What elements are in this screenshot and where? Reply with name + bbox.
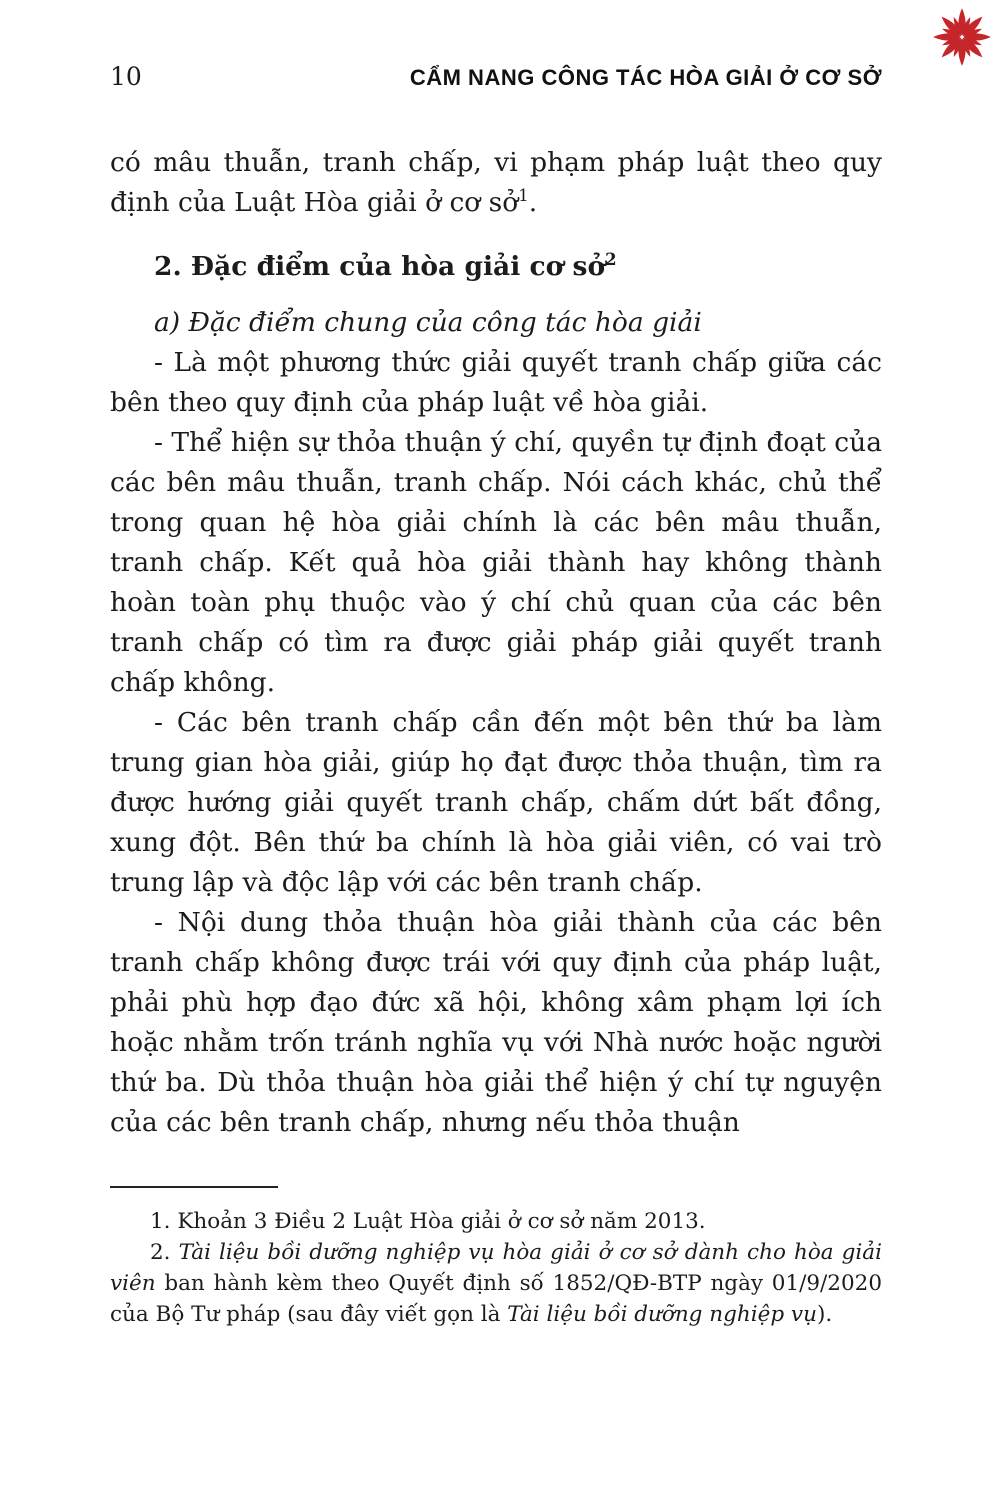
running-header bbox=[110, 62, 882, 91]
page-number: 10 bbox=[110, 62, 142, 91]
paragraph-intro-text: có mâu thuẫn, tranh chấp, vi phạm pháp luật theo quy định của Luật Hòa giải ở cơ sở bbox=[110, 147, 882, 218]
footnote-2 bbox=[110, 1237, 882, 1330]
sub-heading: a) Đặc điểm chung của công tác hòa giải bbox=[154, 307, 702, 338]
paragraph-intro-tail: . bbox=[528, 187, 538, 218]
body-text bbox=[110, 143, 882, 1143]
footnote-2-text: ban hành kèm theo Quyết định số 1852/QĐ-BTP ngày 01/9/2020 của Bộ Tư pháp (sau đây viết gọn là bbox=[110, 1271, 882, 1327]
paragraph-intro bbox=[110, 143, 882, 223]
paragraph-1: - Là một phương thức giải quyết tranh chấp giữa các bên theo quy định của pháp luật về hòa giải. bbox=[110, 347, 882, 418]
publisher-logo bbox=[932, 6, 992, 68]
footnote-2-shortname-italic: Tài liệu bồi dưỡng nghiệp vụ bbox=[507, 1302, 817, 1327]
footnote-ref-1: 1 bbox=[518, 186, 529, 206]
footnotes bbox=[110, 1206, 882, 1330]
section-heading bbox=[110, 247, 882, 287]
footnote-block bbox=[110, 1186, 882, 1330]
text-column bbox=[110, 0, 882, 1143]
footnote-ref-2: 2 bbox=[605, 250, 617, 270]
footnote-2-title-italic: Tài liệu bồi dưỡng nghiệp vụ hòa giải ở cơ sở dành cho hòa giải viên bbox=[110, 1240, 882, 1296]
footnote-1: 1. Khoản 3 Điều 2 Luật Hòa giải ở cơ sở năm 2013. bbox=[150, 1209, 706, 1234]
paragraph-4: - Nội dung thỏa thuận hòa giải thành của các bên tranh chấp không được trái với quy định của pháp luật, phải phù hợp đạo đức xã hội, không xâm phạm lợi ích hoặc nhằm trốn tránh nghĩa vụ với Nhà nước hoặc người thứ ba. Dù thỏa thuận hòa giải thể hiện ý chí tự nguyện của các bên tranh chấp, nhưng nếu thỏa thuận bbox=[110, 907, 882, 1138]
footnote-2-number: 2. bbox=[150, 1240, 179, 1265]
section-heading-text: 2. Đặc điểm của hòa giải cơ sở bbox=[154, 251, 606, 282]
footnote-separator-rule bbox=[110, 1186, 278, 1188]
footnote-2-tail: ). bbox=[816, 1302, 833, 1327]
paragraph-2: - Thể hiện sự thỏa thuận ý chí, quyền tự định đoạt của các bên mâu thuẫn, tranh chấp. Nói cách khác, chủ thể trong quan hệ hòa giải chính là các bên mâu thuẫn, tranh chấp. Kết quả hòa giải thành hay không thành hoàn toàn phụ thuộc vào ý chí chủ quan của các bên tranh chấp có tìm ra được giải pháp giải quyết tranh chấp không. bbox=[110, 427, 882, 698]
header-title: CẨM NANG CÔNG TÁC HÒA GIẢI Ở CƠ SỞ bbox=[409, 65, 882, 90]
paragraph-3: - Các bên tranh chấp cần đến một bên thứ ba làm trung gian hòa giải, giúp họ đạt được thỏa thuận, tìm ra được hướng giải quyết tranh chấp, chấm dứt bất đồng, xung đột. Bên thứ ba chính là hòa giải viên, có vai trò trung lập và độc lập với các bên tranh chấp. bbox=[110, 707, 882, 898]
starburst-logo-icon bbox=[932, 6, 992, 68]
